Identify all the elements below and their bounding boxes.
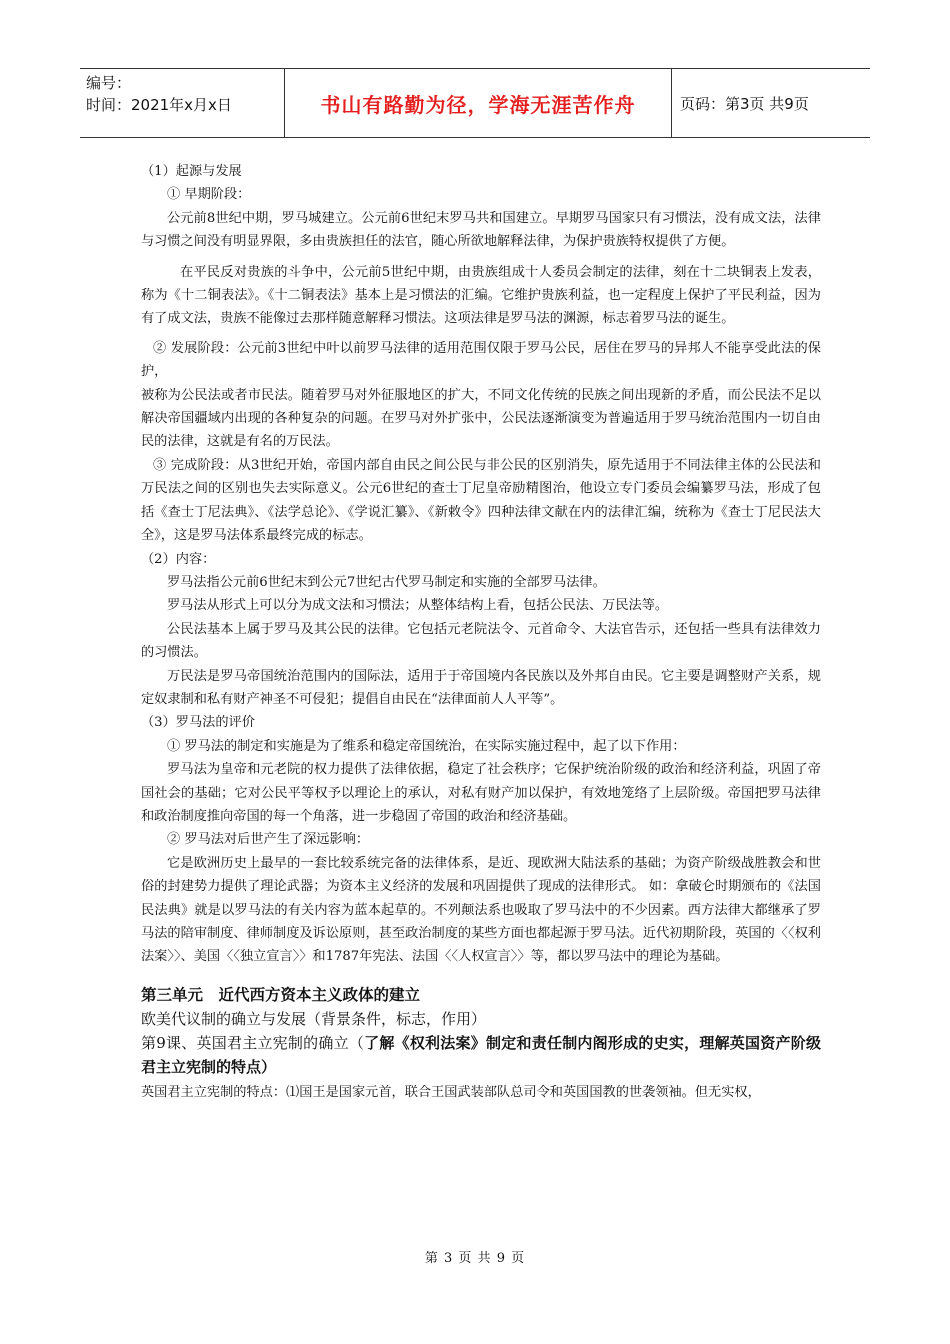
evaluation-paragraph-1: 罗马法为皇帝和元老院的权力提供了法律依据，稳定了社会秩序；它保护统治阶级的政治和经济利益，巩固了帝国社会的基础；它对公民平等权予以理论上的承认，对私有财产加以保护，有效地笼络了上层阶级。帝国把罗马法律和政治制度推向帝国的每一个角落，进一步稳固了帝国的政治和经济基础。 xyxy=(141,762,821,824)
content-paragraph-2: 罗马法从形式上可以分为成文法和习惯法；从整体结构上看，包括公民法、万民法等。 xyxy=(167,598,669,614)
content-paragraph-3: 公民法基本上属于罗马及其公民的法律。它包括元老院法令、元首命令、大法官告示，还包括一些具有法律效力的习惯法。 xyxy=(141,621,821,661)
early-stage-paragraph-1: 公元前8世纪中期，罗马城建立。公元前6世纪末罗马共和国建立。早期罗马国家只有习惯法，没有成文法，法律与习惯之间没有明显界限，多由贵族担任的法官，随心所欲地解释法律，为保护贵族特权提供了方便。 xyxy=(141,210,821,250)
document-body xyxy=(141,160,821,1104)
early-stage-paragraph-2: 在平民反对贵族的斗争中，公元前5世纪中期，由贵族组成十人委员会制定的法律，刻在十二块铜表上发表，称为《十二铜表法》。《十二铜表法》基本上是习惯法的汇编。它维护贵族利益，也一定程度上保护了平民利益，因为有了成文法，贵族不能像过去那样随意解释习惯法。这项法律是罗马法的渊源，标志着罗马法的诞生。 xyxy=(141,264,821,327)
evaluation-paragraph-2: 它是欧洲历史上最早的一套比较系统完备的法律体系，是近、现欧洲大陆法系的基础；为资产阶级战胜教会和世俗的封建势力提供了理论武器；为资本主义经济的发展和巩固提供了现成的法律形式。 如：拿破仑时期颁布的《法国民法典》就是以罗马法的有关内容为蓝本起草的。不列颠法系也吸取了罗马法中的不少因素。西方法律大都继承了罗马法的陪审制度、律师制度及诉讼原则，甚至政治制度的某些方面也都起源于罗马法。近代初期阶段，英国的〈〈权利法案〉〉、美国〈〈独立宣言〉〉和1787年宪法、法国〈〈人权宣言〉〉等，都以罗马法中的理论为基础。 xyxy=(141,855,821,965)
header-page-info: 页码：第3页 共9页 xyxy=(680,94,809,113)
development-stage-paragraph-1: ② 发展阶段：公元前3世纪中叶以前罗马法律的适用范围仅限于罗马公民，居住在罗马的异邦人不能享受此法的保护， xyxy=(141,340,821,380)
page-footer: 第 3 页 共 9 页 xyxy=(424,1251,526,1266)
completion-stage-paragraph: ③ 完成阶段：从3世纪开始，帝国内部自由民之间公民与非公民的区别消失，原先适用于不同法律主体的公民法和万民法之间的区别也失去实际意义。公元6世纪的查士丁尼皇帝励精图治，他设立专门委员会编纂罗马法，形成了包括《查士丁尼法典》、《法学总论》、《学说汇纂》、《新敕令》四种法律文献在内的法律汇编，统称为《查士丁尼民法大全》，这是罗马法体系最终完成的标志。 xyxy=(141,457,821,544)
lesson-title-bold: 了解《权利法案》制定和责任制内阁形成的史实，理解英国资产阶级君主立宪制的特点） xyxy=(141,1033,821,1076)
lesson-title xyxy=(141,1031,821,1079)
page-header xyxy=(80,68,870,138)
early-stage-title: ① 早期阶段： xyxy=(167,187,251,203)
lesson-title-plain: 第9课、英国君主立宪制的确立（ xyxy=(141,1033,365,1052)
unit-title: 第三单元 近代西方资本主义政体的建立 xyxy=(141,984,421,1004)
section-1-title: （1）起源与发展 xyxy=(141,164,242,179)
section-3-title: （3）罗马法的评价 xyxy=(141,715,255,731)
content-paragraph-1: 罗马法指公元前6世纪末到公元7世纪古代罗马制定和实施的全部罗马法律。 xyxy=(167,574,606,590)
section-2-title: （2）内容： xyxy=(141,551,216,567)
header-motto: 书山有路勤为径，学海无涯苦作舟 xyxy=(284,69,672,137)
development-stage-paragraph-2: 被称为公民法或者市民法。随着罗马对外征服地区的扩大，不同文化传统的民族之间出现新的矛盾，而公民法不足以解决帝国疆域内出现的各种复杂的问题。在罗马对外扩张中，公民法逐渐演变为普遍适用于罗马统治范围内一切自由民的法律，这就是有名的万民法。 xyxy=(141,387,821,450)
header-meta xyxy=(80,69,284,137)
document-time-label: 时间：2021年x月x日 xyxy=(86,96,232,114)
evaluation-title-2: ② 罗马法对后世产生了深远影响： xyxy=(167,832,370,848)
document-number-label: 编号： xyxy=(86,74,132,92)
lesson-last-line: 英国君主立宪制的特点：⑴国王是国家元首，联合王国武装部队总司令和英国国教的世袭领袖。但无实权， xyxy=(141,1084,761,1100)
unit-subtitle: 欧美代议制的确立与发展（背景条件，标志，作用） xyxy=(141,1009,487,1028)
evaluation-title-1: ① 罗马法的制定和实施是为了维系和稳定帝国统治，在实际实施过程中，起了以下作用： xyxy=(167,738,686,754)
content-paragraph-4: 万民法是罗马帝国统治范围内的国际法，适用于于帝国境内各民族以及外邦自由民。它主要是调整财产关系，规定奴隶制和私有财产神圣不可侵犯；提倡自由民在“法律面前人人平等”。 xyxy=(141,668,821,707)
